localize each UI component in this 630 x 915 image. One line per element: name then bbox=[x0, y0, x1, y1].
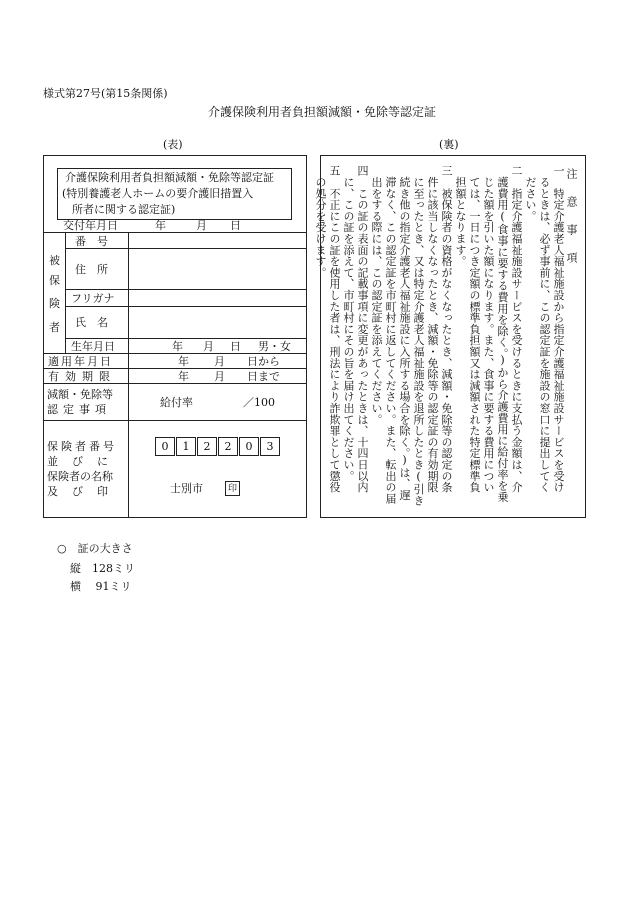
apply-from: 日から bbox=[247, 355, 280, 368]
notice-column: 五 不正にこの証を使用した者は、刑法により詐欺罪として懲役 bbox=[328, 165, 341, 493]
insurer-digit: 0 bbox=[239, 437, 259, 456]
valid-month: 月 bbox=[214, 370, 225, 383]
reduction-label: 減額・免除等 bbox=[47, 388, 113, 401]
issue-day: 日 bbox=[230, 219, 241, 232]
insurer-label: 保険者番号 bbox=[47, 440, 117, 453]
insurer-digit: 2 bbox=[218, 437, 238, 456]
rule bbox=[43, 420, 307, 421]
rule bbox=[65, 289, 307, 290]
insured-char: 保 bbox=[49, 274, 60, 287]
document-title: 介護保険利用者負担額減額・免除等認定証 bbox=[208, 105, 437, 119]
cert-title-line3: 所者に関する認定証) bbox=[72, 203, 176, 216]
rule bbox=[128, 232, 129, 518]
benefit-rate-value: ／100 bbox=[243, 396, 275, 409]
insurer-digit: 1 bbox=[176, 437, 196, 456]
notice-column: じた額を引いた額になります。また、食事に要する費用につい bbox=[482, 165, 495, 493]
size-note-width: 横 91ミリ bbox=[70, 580, 132, 593]
apply-date-label: 適用年月日 bbox=[48, 355, 113, 368]
notice-column: の処分を受けます。 bbox=[314, 165, 327, 278]
notice-column: るときは、必ず事前に、この認定証を施設の窓口に提出してく bbox=[538, 165, 551, 493]
notice-column: 担額となります。 bbox=[454, 165, 467, 267]
insurer-digit: 3 bbox=[260, 437, 280, 456]
address-label: 住 所 bbox=[75, 263, 108, 276]
rule bbox=[65, 248, 307, 249]
rule bbox=[65, 338, 307, 339]
seal-stamp: 印 bbox=[225, 481, 240, 496]
notice-heading: 注 意 事 項 bbox=[565, 168, 578, 266]
notice-column: 四 この証の表面の記載事項に変更があったときは、十四日以内 bbox=[356, 165, 369, 493]
notice-column: 滞なく、この認定証を市町村に返してください。また、転出の届 bbox=[384, 165, 397, 504]
birth-month: 月 bbox=[203, 340, 214, 353]
size-note-height: 縦 128ミリ bbox=[70, 562, 135, 575]
insured-char: 険 bbox=[49, 297, 60, 310]
valid-year: 年 bbox=[178, 370, 189, 383]
insurer-digit: 2 bbox=[197, 437, 217, 456]
insured-char: 被 bbox=[49, 254, 60, 267]
front-label: (表) bbox=[163, 138, 183, 151]
rule bbox=[65, 306, 307, 307]
rule bbox=[65, 232, 66, 353]
name-label: 氏 名 bbox=[75, 316, 108, 329]
cert-title-line2: (特別養護老人ホームの要介護旧措置入 bbox=[62, 187, 254, 200]
notice-column: ては、一日につき定額の標準負担額又は減額された特定標準負 bbox=[468, 165, 481, 493]
rule bbox=[43, 368, 307, 369]
notice-column: に、この証を添えて、市町村にその旨を届け出てください。 bbox=[342, 165, 355, 482]
cert-title-line1: 介護保険利用者負担額減額・免除等認定証 bbox=[65, 171, 274, 184]
rule bbox=[43, 353, 307, 354]
apply-month: 月 bbox=[214, 355, 225, 368]
insurer-label: 保険者の名称 bbox=[47, 470, 113, 483]
birth-year: 年 bbox=[172, 340, 183, 353]
rule bbox=[43, 232, 307, 233]
number-label: 番 号 bbox=[75, 235, 108, 248]
valid-until: 日まで bbox=[247, 370, 280, 383]
rule bbox=[43, 383, 307, 384]
benefit-rate-label: 給付率 bbox=[160, 396, 193, 409]
birth-day: 日 bbox=[230, 340, 241, 353]
gender-field: 男・女 bbox=[258, 340, 291, 353]
birth-label: 生年月日 bbox=[71, 340, 115, 353]
notice-column: ださい。 bbox=[524, 165, 537, 222]
insurer-digit: 0 bbox=[155, 437, 175, 456]
insurer-label: 並びに bbox=[47, 455, 122, 468]
valid-label: 有効期限 bbox=[48, 370, 116, 383]
insured-char: 者 bbox=[49, 321, 60, 334]
notice-column: 出をする際には、この認定証を添えてください。 bbox=[370, 165, 383, 425]
reduction-label: 認定事項 bbox=[47, 403, 111, 416]
insurer-label: 及び印 bbox=[47, 485, 122, 498]
notice-column: 三 被保険者の資格がなくなったとき、減額・免除等の認定の条 bbox=[440, 165, 453, 493]
notice-column: 続き他の指定介護老人福祉施設に入所する場合を除く。)は、遅 bbox=[398, 165, 411, 501]
back-label: (裏) bbox=[439, 138, 459, 151]
notice-column: 件に該当しなくなったとき、減額・免除等の認定証の有効期限 bbox=[426, 165, 439, 493]
notice-column: 一 特定介護老人福祉施設から指定介護福祉施設サービスを受け bbox=[552, 165, 565, 493]
notice-column: 二 指定介護福祉施設サービスを受けるときに支払う金額は、介 bbox=[510, 165, 523, 493]
notice-column: 護費用(食事に要する費用を除く。)から介護費用に給付率を乗 bbox=[496, 165, 509, 503]
insurer-name: 士別市 bbox=[170, 482, 203, 495]
form-number: 様式第27号(第15条関係) bbox=[43, 87, 168, 100]
size-note-title: ○ 証の大きさ bbox=[57, 542, 133, 555]
issue-year: 年 bbox=[155, 219, 166, 232]
furigana-label: フリガナ bbox=[71, 292, 115, 305]
issue-date-label: 交付年月日 bbox=[63, 219, 118, 232]
notice-column: に至ったとき、又は特定介護老人福祉施設を退所したとき(引き bbox=[412, 165, 425, 506]
apply-year: 年 bbox=[178, 355, 189, 368]
issue-month: 月 bbox=[196, 219, 207, 232]
